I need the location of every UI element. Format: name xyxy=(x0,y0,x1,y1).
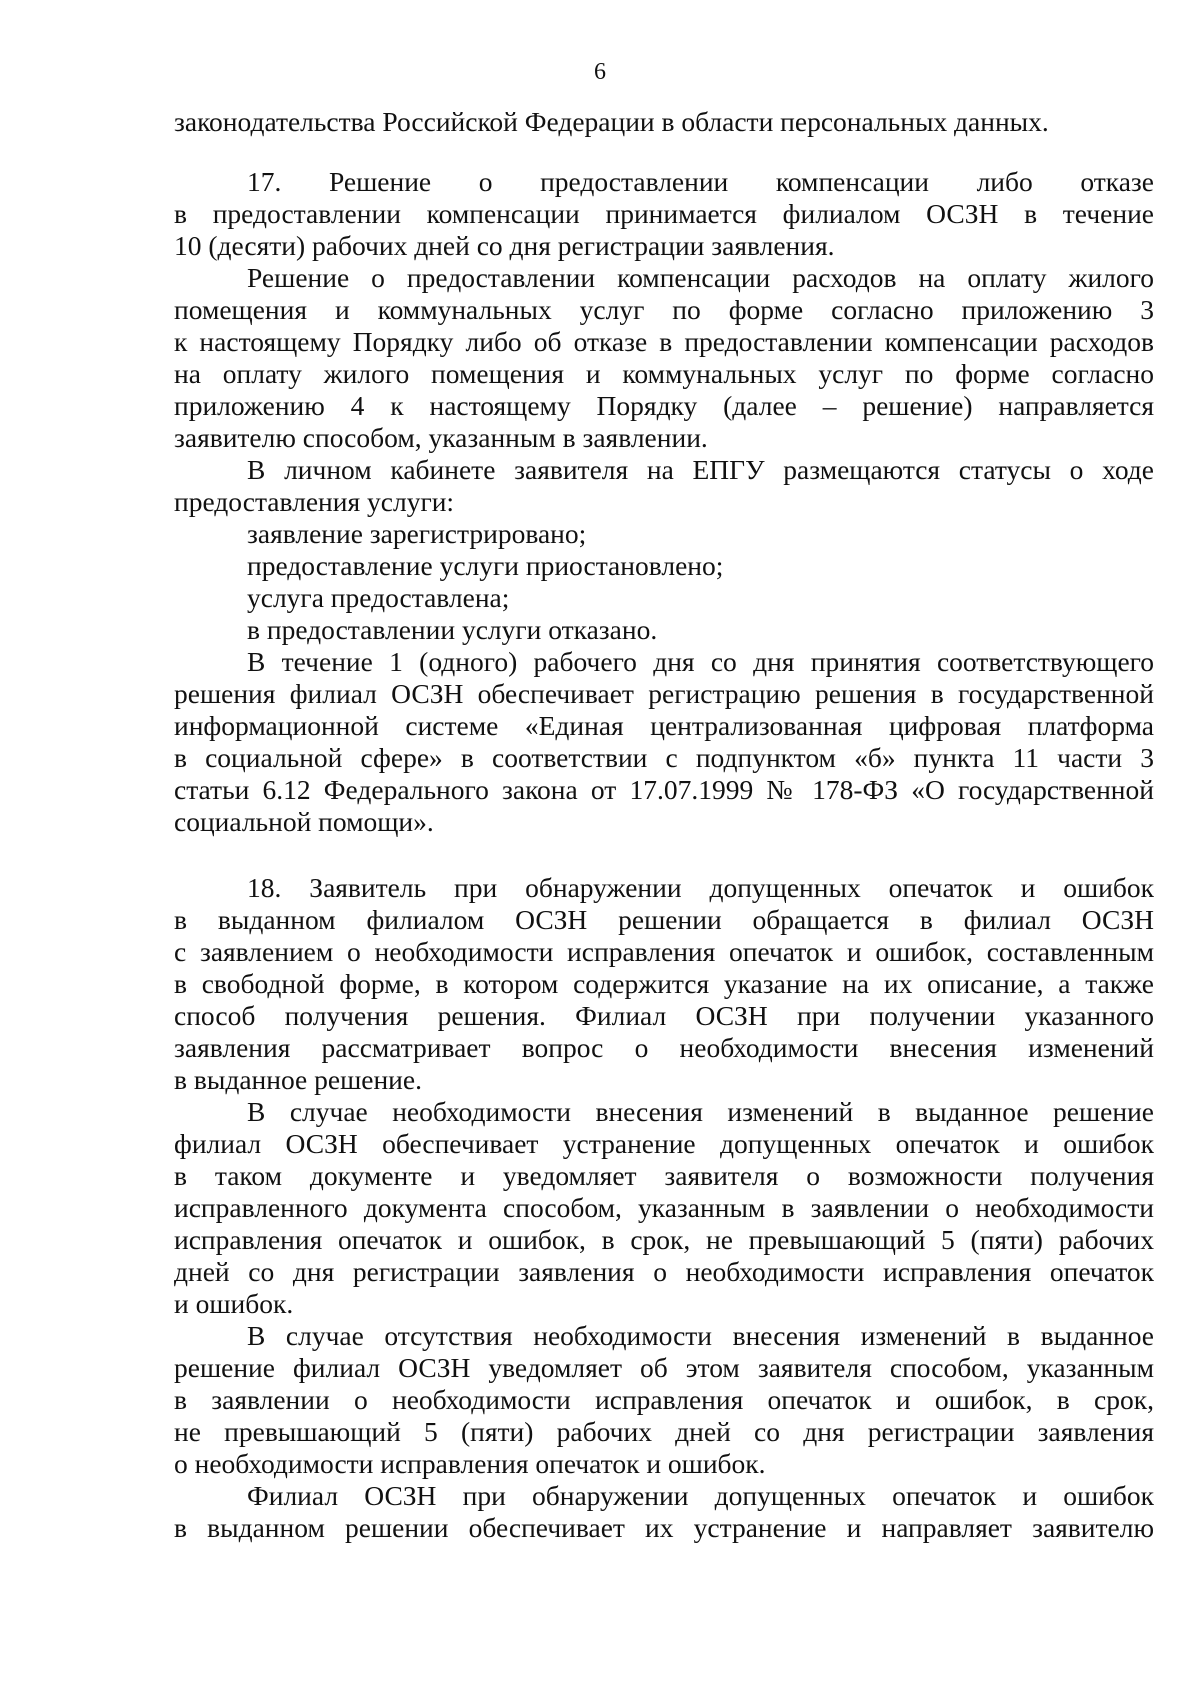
text-line: законодательства Российской Федерации в области персональных данных. xyxy=(174,106,1049,137)
text-line: не превышающий 5 (пяти) рабочих дней со дня регистрации заявления xyxy=(174,1416,1154,1447)
text-line: статьи 6.12 Федерального закона от 17.07.1999 № 178-ФЗ «О государственной xyxy=(174,774,1154,805)
text-line: заявления рассматривает вопрос о необходимости внесения изменений xyxy=(174,1032,1154,1063)
text-line: в заявлении о необходимости исправления опечаток и ошибок, в срок, xyxy=(174,1384,1154,1415)
text-line: решение филиал ОСЗН уведомляет об этом заявителя способом, указанным xyxy=(174,1352,1154,1383)
page-number: 6 xyxy=(594,59,606,85)
text-line: помещения и коммунальных услуг по форме согласно приложению 3 xyxy=(174,294,1154,325)
text-line: в свободной форме, в котором содержится указание на их описание, а также xyxy=(174,968,1154,999)
text-line: в выданном решении обеспечивает их устранение и направляет заявителю xyxy=(174,1512,1154,1543)
text-line: дней со дня регистрации заявления о необходимости исправления опечаток xyxy=(174,1256,1154,1287)
text-line: заявителю способом, указанным в заявлении. xyxy=(174,422,708,453)
text-line: в выданное решение. xyxy=(174,1064,422,1095)
text-line: 10 (десяти) рабочих дней со дня регистрации заявления. xyxy=(174,230,835,261)
text-line: с заявлением о необходимости исправления опечаток и ошибок, составленным xyxy=(174,936,1154,967)
list-item: предоставление услуги приостановлено; xyxy=(247,550,724,581)
text-line: решения филиал ОСЗН обеспечивает регистрацию решения в государственной xyxy=(174,678,1154,709)
text-line: приложению 4 к настоящему Порядку (далее – решение) направляется xyxy=(174,390,1154,421)
text-line: информационной системе «Единая централизованная цифровая платформа xyxy=(174,710,1154,741)
list-item: заявление зарегистрировано; xyxy=(247,518,587,549)
list-item: в предоставлении услуги отказано. xyxy=(247,614,658,645)
text-line: на оплату жилого помещения и коммунальных услуг по форме согласно xyxy=(174,358,1154,389)
text-line: Филиал ОСЗН при обнаружении допущенных опечаток и ошибок xyxy=(247,1480,1154,1511)
text-line: социальной помощи». xyxy=(174,806,434,837)
text-line: 18. Заявитель при обнаружении допущенных опечаток и ошибок xyxy=(247,872,1154,903)
text-line: в социальной сфере» в соответствии с подпунктом «б» пункта 11 части 3 xyxy=(174,742,1154,773)
text-line: филиал ОСЗН обеспечивает устранение допущенных опечаток и ошибок xyxy=(174,1128,1154,1159)
text-line: и ошибок. xyxy=(174,1288,294,1319)
text-line: о необходимости исправления опечаток и ошибок. xyxy=(174,1448,766,1479)
text-line: В случае отсутствия необходимости внесения изменений в выданное xyxy=(247,1320,1154,1351)
text-line: в выданном филиалом ОСЗН решении обращается в филиал ОСЗН xyxy=(174,904,1154,935)
text-line: исправленного документа способом, указанным в заявлении о необходимости xyxy=(174,1192,1154,1223)
list-item: услуга предоставлена; xyxy=(247,582,510,613)
text-line: Решение о предоставлении компенсации расходов на оплату жилого xyxy=(247,262,1154,293)
text-line: способ получения решения. Филиал ОСЗН при получении указанного xyxy=(174,1000,1154,1031)
text-line: в таком документе и уведомляет заявителя о возможности получения xyxy=(174,1160,1154,1191)
text-line: 17. Решение о предоставлении компенсации либо отказе xyxy=(247,166,1154,197)
text-line: В течение 1 (одного) рабочего дня со дня принятия соответствующего xyxy=(247,646,1154,677)
text-line: к настоящему Порядку либо об отказе в предоставлении компенсации расходов xyxy=(174,326,1154,357)
text-line: в предоставлении компенсации принимается филиалом ОСЗН в течение xyxy=(174,198,1154,229)
text-line: исправления опечаток и ошибок, в срок, не превышающий 5 (пяти) рабочих xyxy=(174,1224,1154,1255)
text-line: В личном кабинете заявителя на ЕПГУ размещаются статусы о ходе xyxy=(247,454,1154,485)
text-line: В случае необходимости внесения изменений в выданное решение xyxy=(247,1096,1154,1127)
text-line: предоставления услуги: xyxy=(174,486,455,517)
